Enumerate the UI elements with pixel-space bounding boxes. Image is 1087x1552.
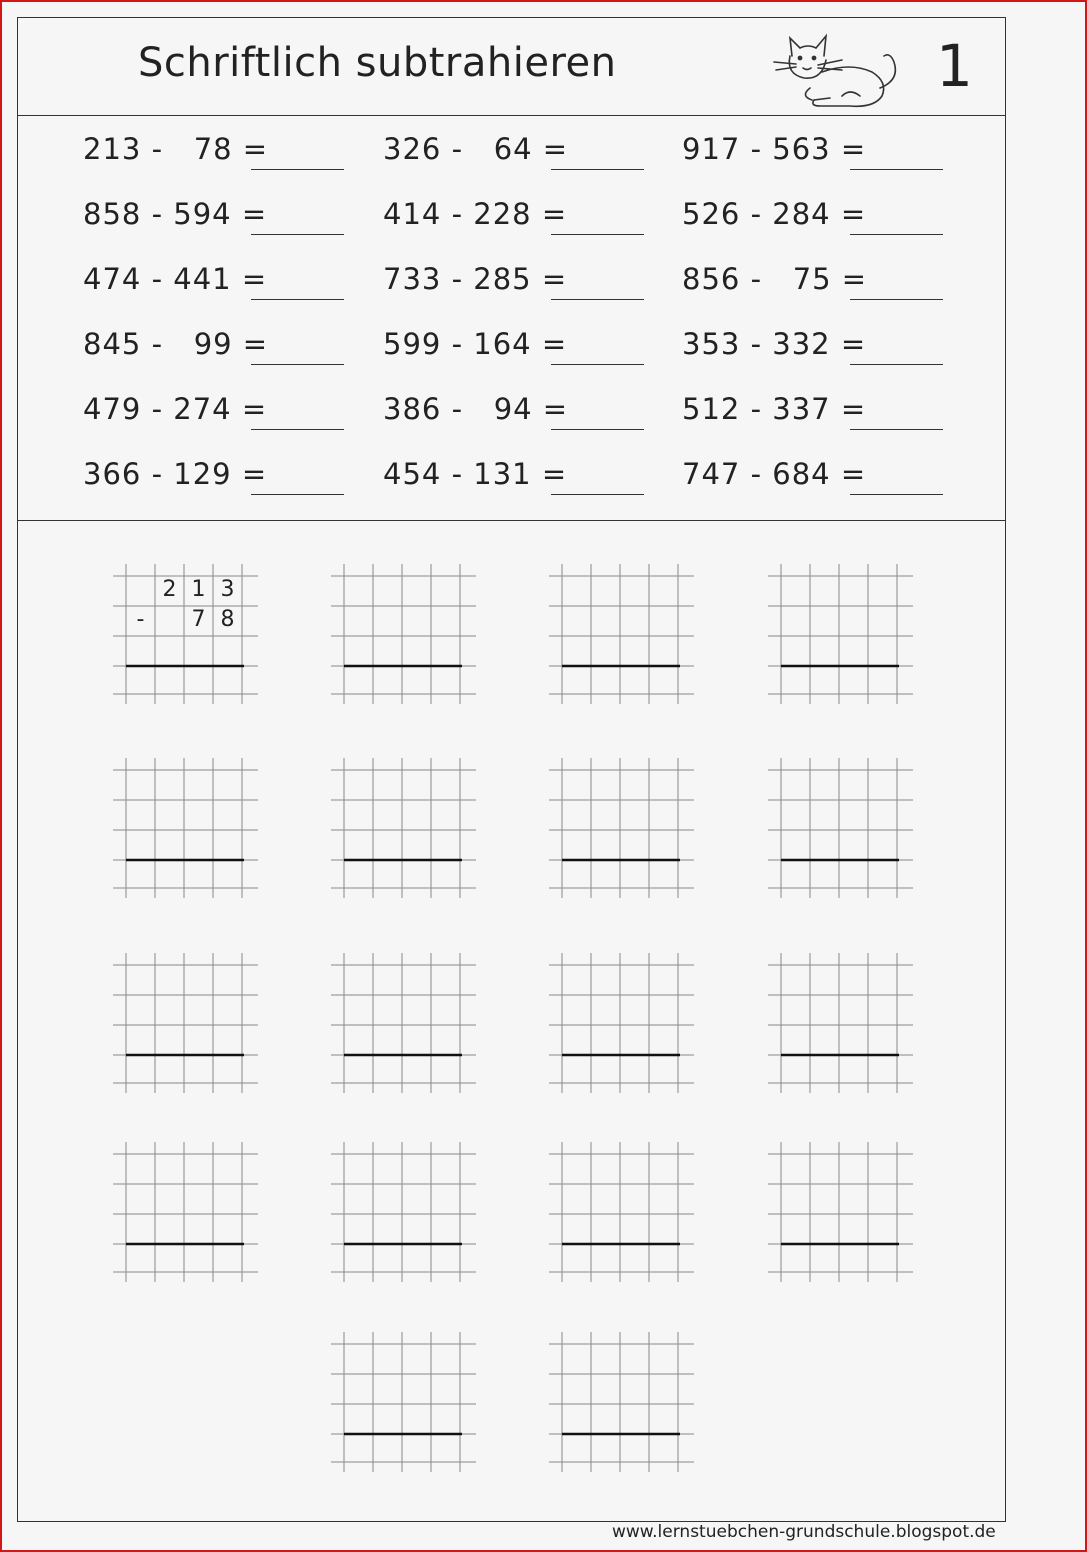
example-subtrahend-digit: 7 xyxy=(191,607,206,632)
calculation-grid[interactable] xyxy=(113,953,258,1093)
answer-line[interactable] xyxy=(551,169,644,170)
answer-line[interactable] xyxy=(551,299,644,300)
task-expression: 454 - 131 = xyxy=(383,457,568,491)
answer-line[interactable] xyxy=(251,169,344,170)
subtraction-task xyxy=(682,262,947,302)
calculation-grid[interactable] xyxy=(768,758,913,898)
calculation-grid[interactable] xyxy=(768,953,913,1093)
example-minuend-digit: 3 xyxy=(220,577,235,602)
calculation-grid[interactable] xyxy=(113,758,258,898)
subtraction-task xyxy=(682,197,947,237)
task-expression: 474 - 441 = xyxy=(83,262,268,296)
subtraction-task xyxy=(383,392,648,432)
task-expression: 845 - 99 = xyxy=(83,327,269,361)
task-expression: 353 - 332 = xyxy=(682,327,867,361)
calculation-grid[interactable] xyxy=(113,1142,258,1282)
task-expression: 526 - 284 = xyxy=(682,197,867,231)
subtraction-task xyxy=(383,132,648,172)
answer-line[interactable] xyxy=(551,234,644,235)
task-expression: 326 - 64 = xyxy=(383,132,569,166)
answer-line[interactable] xyxy=(551,364,644,365)
answer-line[interactable] xyxy=(850,494,943,495)
task-expression: 856 - 75 = xyxy=(682,262,868,296)
calculation-grid[interactable] xyxy=(549,758,694,898)
subtraction-task xyxy=(83,392,348,432)
subtraction-task xyxy=(383,457,648,497)
cat-icon xyxy=(770,26,905,111)
subtraction-task xyxy=(682,392,947,432)
answer-line[interactable] xyxy=(850,429,943,430)
calculation-grid[interactable] xyxy=(331,1332,476,1472)
calculation-grid[interactable] xyxy=(549,1332,694,1472)
answer-line[interactable] xyxy=(850,169,943,170)
example-minuend-digit: 1 xyxy=(191,577,206,602)
answer-line[interactable] xyxy=(251,234,344,235)
page-title: Schriftlich subtrahieren xyxy=(138,40,617,86)
worksheet xyxy=(17,17,1006,1522)
task-expression: 366 - 129 = xyxy=(83,457,268,491)
calculation-grid[interactable] xyxy=(549,1142,694,1282)
subtraction-task xyxy=(383,262,648,302)
answer-line[interactable] xyxy=(551,494,644,495)
calculation-grid[interactable] xyxy=(549,564,694,704)
task-expression: 213 - 78 = xyxy=(83,132,269,166)
calculation-grid[interactable] xyxy=(768,564,913,704)
subtraction-task xyxy=(682,457,947,497)
answer-line[interactable] xyxy=(251,364,344,365)
answer-line[interactable] xyxy=(251,299,344,300)
answer-line[interactable] xyxy=(850,234,943,235)
subtraction-task xyxy=(83,262,348,302)
task-expression: 733 - 285 = xyxy=(383,262,568,296)
answer-line[interactable] xyxy=(551,429,644,430)
subtraction-task xyxy=(383,327,648,367)
subtraction-task xyxy=(682,327,947,367)
calculation-grid[interactable] xyxy=(331,953,476,1093)
task-expression: 917 - 563 = xyxy=(682,132,867,166)
example-subtrahend-digit: 8 xyxy=(220,607,235,632)
calculation-grid[interactable] xyxy=(331,564,476,704)
calculation-grid[interactable] xyxy=(113,564,258,704)
task-expression: 386 - 94 = xyxy=(383,392,569,426)
calculation-grid[interactable] xyxy=(331,1142,476,1282)
subtraction-task xyxy=(83,457,348,497)
footer-url: www.lernstuebchen-grundschule.blogspot.de xyxy=(612,1522,996,1542)
answer-line[interactable] xyxy=(850,364,943,365)
subtraction-task xyxy=(83,327,348,367)
subtraction-task xyxy=(383,197,648,237)
calculation-grid[interactable] xyxy=(549,953,694,1093)
task-expression: 858 - 594 = xyxy=(83,197,268,231)
example-operator: - xyxy=(136,607,145,632)
subtraction-task xyxy=(83,197,348,237)
answer-line[interactable] xyxy=(251,494,344,495)
answer-line[interactable] xyxy=(251,429,344,430)
task-expression: 599 - 164 = xyxy=(383,327,568,361)
subtraction-task xyxy=(83,132,348,172)
subtraction-task xyxy=(682,132,947,172)
header xyxy=(18,18,1005,116)
task-list xyxy=(18,116,1005,521)
task-expression: 414 - 228 = xyxy=(383,197,568,231)
answer-line[interactable] xyxy=(850,299,943,300)
task-expression: 512 - 337 = xyxy=(682,392,867,426)
task-expression: 747 - 684 = xyxy=(682,457,867,491)
calculation-grid[interactable] xyxy=(331,758,476,898)
calculation-grid[interactable] xyxy=(768,1142,913,1282)
task-expression: 479 - 274 = xyxy=(83,392,268,426)
page-number: 1 xyxy=(936,32,973,100)
example-minuend-digit: 2 xyxy=(162,577,177,602)
